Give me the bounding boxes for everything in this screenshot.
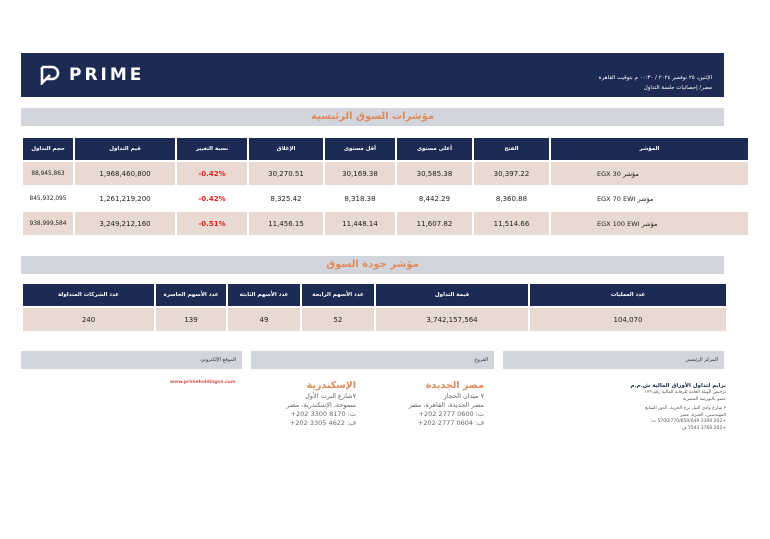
col-header: عدد الشركات المتداولة [23, 282, 154, 306]
branch-phone: ت: 0600 2777 202+ [418, 410, 484, 418]
cell-index-name: EGX 30 مؤشر [551, 160, 748, 185]
cell-volume: 938,999,584 [23, 210, 73, 235]
cell-open: 8,360.88 [474, 185, 549, 210]
col-header: نسبة التغيير [177, 136, 247, 160]
branch-fax: ف: 4622 3305 202+ [289, 419, 356, 427]
cell-low: 8,318.38 [325, 185, 395, 210]
cell-transactions: 104,070 [530, 306, 726, 331]
hq-label: المركز الرئيسي [503, 351, 724, 369]
hq-fax: +202 3760 7543 ف: [680, 425, 726, 431]
col-header: قيمة التداول [376, 282, 528, 306]
table-row [23, 306, 726, 331]
table-row [23, 210, 748, 235]
col-header: عدد الأسهم الرابحة [302, 282, 374, 306]
quality-header-row [23, 282, 726, 306]
prime-logo-icon [39, 65, 61, 85]
header-info [599, 73, 712, 93]
cell-low: 30,169.38 [325, 160, 395, 185]
cell-traded-companies: 240 [23, 306, 154, 331]
col-header: عدد الأسهم الخاسرة [156, 282, 226, 306]
cell-gainers: 52 [302, 306, 374, 331]
cell-volume: 88,945,863 [23, 160, 73, 185]
cell-change: -0.42% [177, 160, 247, 185]
brand-name: PRIME [69, 65, 145, 85]
hq-address: المهندسين، الجيزة، مصر [680, 412, 726, 418]
hq-company-name: برايم لتداول الأوراق المالية ش.م.م [630, 383, 726, 389]
branch-phone: ت: 8170 3300 202+ [290, 410, 356, 418]
cell-value: 1,261,219,200 [75, 185, 175, 210]
hq-phone: +202 3300 5700/770/650/649 ت: [650, 419, 726, 424]
cell-close: 11,456.15 [249, 210, 323, 235]
cell-change: -0.42% [177, 185, 247, 210]
branch-address: ٧شارع البرت الأول [305, 392, 356, 400]
branch-heliopolis [364, 380, 484, 428]
branch-address: سموحة، الإسكندرية، مصر [286, 401, 356, 409]
indices-section-title: مؤشرات السوق الرئيسية [21, 108, 724, 126]
branch-address: مصر الجديدة، القاهرة، مصر [408, 401, 484, 409]
branches-label: الفروع [251, 351, 494, 369]
branch-fax: ف: 0604 2777 202+ [417, 419, 484, 427]
col-header: أعلى مستوى [397, 136, 472, 160]
cell-losers: 139 [156, 306, 226, 331]
col-header: أقل مستوى [325, 136, 395, 160]
hq-membership: عضو بالبورصة المصرية [682, 396, 726, 402]
cell-close: 30,270.51 [249, 160, 323, 185]
branch-city: الإسكندرية [306, 380, 356, 391]
cell-low: 11,448.14 [325, 210, 395, 235]
cell-traded-value: 3,742,157,564 [376, 306, 528, 331]
website-label: الموقع الإلكتروني [21, 351, 242, 369]
cell-change: -0.51% [177, 210, 247, 235]
website-link[interactable]: www.primeholdingco.com [170, 380, 236, 385]
quality-table [21, 282, 728, 331]
branch-address: ٧ ميدان الحجاز [443, 392, 484, 400]
cell-open: 11,514.66 [474, 210, 549, 235]
hq-license: ترخيص الهيئة العامة للرقابة المالية رقم ١٧٩ [644, 390, 726, 395]
cell-open: 30,397.22 [474, 160, 549, 185]
cell-high: 11,607.82 [397, 210, 472, 235]
cell-index-name: EGX 70 EWI مؤشر [551, 185, 748, 210]
report-datetime: الإثنين، ٢٥ نوفمبر ٢٠٢٤ / ٠٠:٣٠ م بتوقيت القاهرة [598, 75, 712, 81]
breadcrumb: مصر/ إحصائيات جلسة التداول [643, 85, 712, 91]
hq-address: ٢ شارع وادي النيل برج الحرية، الدور السابع [645, 406, 726, 411]
col-header: قيم التداول [75, 136, 175, 160]
cell-high: 8,442.29 [397, 185, 472, 210]
col-header: الفتح [474, 136, 549, 160]
col-header: حجم التداول [23, 136, 73, 160]
indices-header-row [23, 136, 748, 160]
quality-section-title: مؤشر جودة السوق [21, 256, 724, 274]
cell-index-name: EGX 100 EWI مؤشر [551, 210, 748, 235]
col-header: الإغلاق [249, 136, 323, 160]
table-row [23, 160, 748, 185]
cell-value: 1,968,460,800 [75, 160, 175, 185]
col-header: عدد الأسهم الثابتة [228, 282, 300, 306]
branch-alexandria [236, 380, 356, 428]
cell-volume: 845,932,095 [23, 185, 73, 210]
branch-city: مصر الجديدة [425, 380, 484, 391]
cell-value: 3,249,212,160 [75, 210, 175, 235]
col-header: المؤشر [551, 136, 748, 160]
table-row [23, 185, 748, 210]
report-header [21, 53, 724, 97]
cell-high: 30,585.38 [397, 160, 472, 185]
col-header: عدد العمليات [530, 282, 726, 306]
brand-logo [39, 65, 144, 85]
indices-table [21, 136, 750, 235]
hq-details [546, 382, 726, 432]
cell-close: 8,325.42 [249, 185, 323, 210]
cell-unchanged: 49 [228, 306, 300, 331]
